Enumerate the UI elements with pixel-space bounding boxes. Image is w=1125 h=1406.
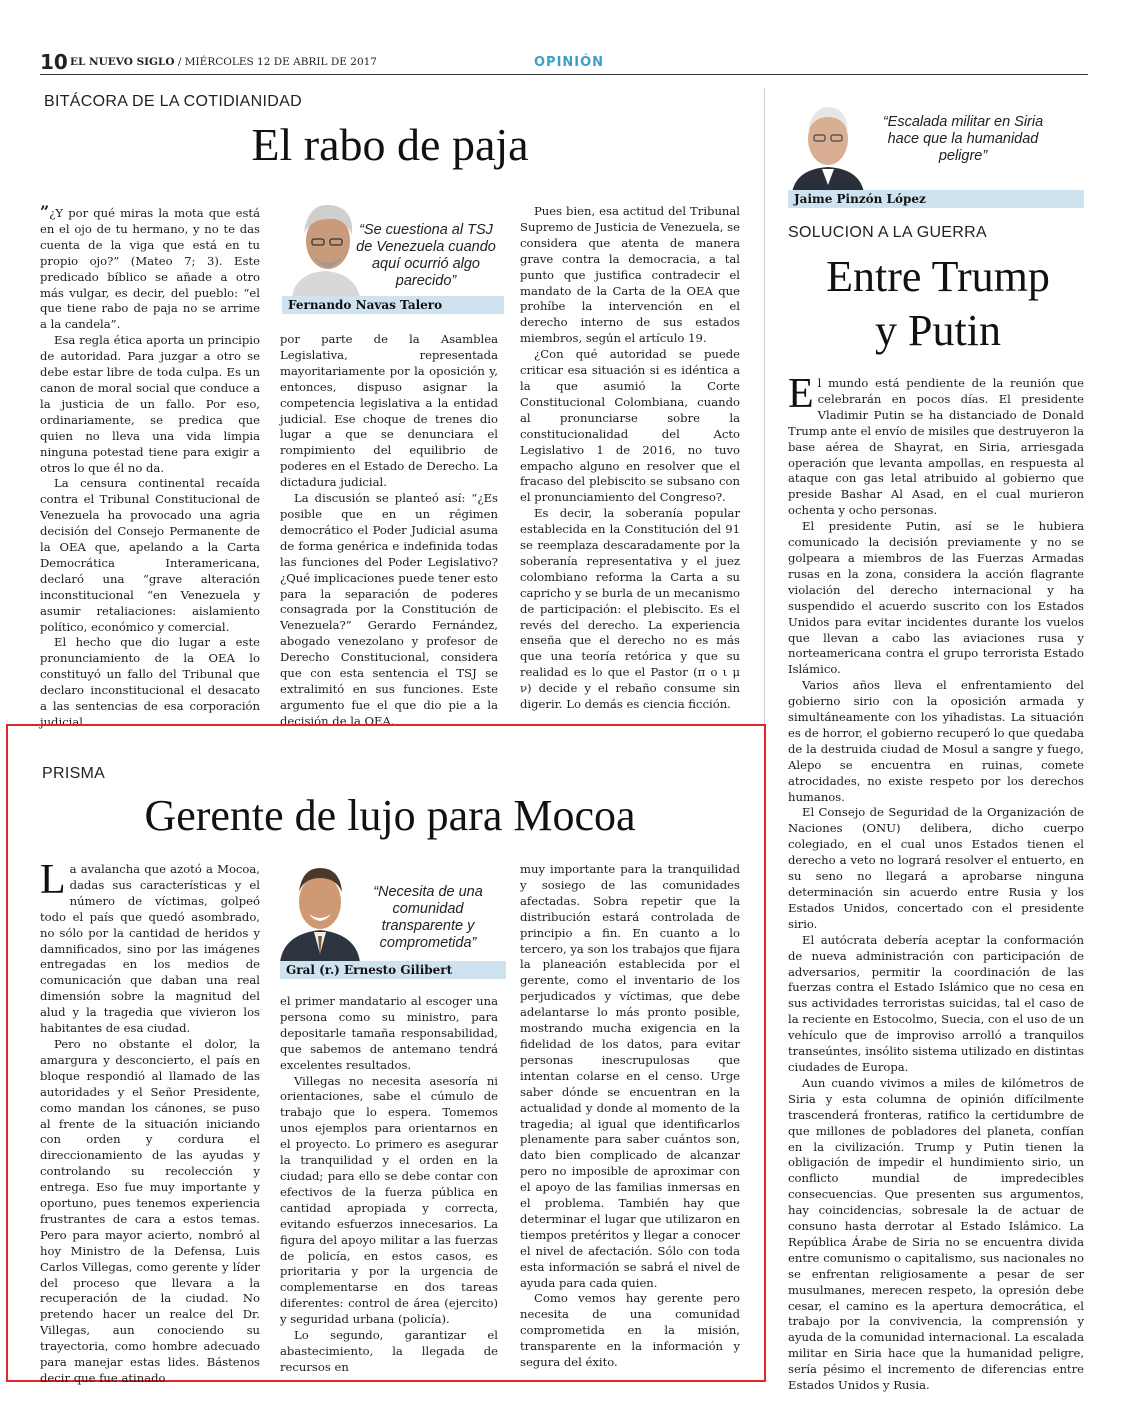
article1-paragraph: Esa regla ética aporta un principio de autoridad. Para juzgar a otro se debe estar libre de toda culpa. Es un canon de moral social que conduce a la justicia de un fallo. Por eso, ordinariamente, se predica que quien no lleva una vida limpia ninguna potestad tiene para exigir a otros lo que él no da. [40, 333, 260, 475]
article1-paragraph: Pues bien, esa actitud del Tribunal Supremo de Justicia de Venezuela, se considera que atenta de manera grave contra la democracia, a tal punto que justifica contradecir el mandato de la Carta de la OEA que prohíbe la intervención en el derecho interno de sus estados miembros, según el artículo 19. [520, 204, 740, 346]
article3-kicker: PRISMA [42, 765, 106, 782]
issue-date: / MIÉRCOLES 12 DE ABRIL DE 2017 [177, 56, 377, 68]
article1-author: Fernando Navas Talero [282, 296, 504, 314]
article2-paragraph: El mundo está pendiente de la reunión que celebrarán en pocos días. El presidente Vladimir Putin se ha distanciado de Donald Trump ante el envío de misiles que destruyeron la base aérea de Shayrat, en Siria, arriesgada operación que levanta ampollas, en respuesta al ataque con gas letal atribuido al gobierno que preside Bashar Al Asad, en el cual murieron ochenta y ocho personas. [788, 371, 1084, 518]
article3-paragraph: muy importante para la tranquilidad y sosiego de las comunidades afectadas. Sobra repetir que la distribución estará controlada de principio a fin. En cuanto a lo tercero, ya son los trabajos que fijara la planeación establecida por el gerente, como el inventario de los perjudicados y víctimas, que debe adelantarse lo más pronto posible, mostrando mucha exigencia en la fidelidad de los datos, para evitar personas inescrupulosas que intentan colarse en el censo. Urge saber dónde se encuentran en la actualidad y donde al momento de la tragedia; al igual que identificarlos plenamente para saber cuántos son, dato bien complicado de alcanzar pero no imposible de aproximar con el apoyo de las familias inmersas en el problema. También hay que determinar el lugar que utilizaron en tiempos pretéritos y llegar a conocer el nivel de afectación. Sólo con toda esta información se sabrá el nivel de ayuda para cada quien. [520, 862, 740, 1290]
section-label: OPINIÓN [534, 55, 605, 70]
article1-paragraph: El hecho que dio lugar a este pronunciamiento de la OEA lo constituyó un fallo del Tribunal que declaro inconstitucional el desacato a las sentencias de esa corporación judicial [40, 635, 260, 729]
article3-pull-quote: “Necesita de una comunidad transparente y comprometida” [373, 884, 483, 951]
article1-column-3 [520, 204, 740, 726]
article3-dropcap: L [40, 857, 66, 903]
article2-headline [788, 250, 1088, 358]
article1-kicker: BITÁCORA DE LA COTIDIANIDAD [44, 93, 302, 110]
article1-column-1 [40, 202, 260, 729]
article3-column-2 [280, 994, 498, 1374]
portrait-illustration [788, 95, 868, 193]
article1-paragraph: ”¿Y por qué miras la mota que está en el ojo de tu hermano, y no te das cuenta de la viga que está en tu propio ojo?” (Mateo 7; 3). Este predicado bíblico se añade a otro más vulgar, es decir, del pueblo: “el que tiene rabo de paja no se arrime a la candela”. [40, 202, 260, 332]
article2-paragraph: Aun cuando vivimos a miles de kilómetros de Siria y esta columna de opinión difícilmente trascenderá fronteras, ratifico la certidumbre de que millones de pobladores del planeta, confían en la civilización. Trump y Putin tienen la obligación de impedir el hundimiento sirio, un conflicto mundial de impredecibles consecuencias. Que presenten sus argumentos, hay coincidencias, sobresale la de actuar de consuno hasta derrotar al Estado Islámico. La República Árabe de Siria no se encuentra divida entre comunismo o capitalismo, sus nacionales no se enfrentan religiosamente a pesar de ser musulmanes, merecen respeto, la opresión debe cesar, el camino es la apertura democrática, el trabajo por la convivencia, la comprensión y ayuda de la comunidad internacional. La escalada militar en Siria hace que la humanidad peligre, sería pésimo el incremento de diferencias entre Estados Unidos y Rusia. [788, 1075, 1084, 1393]
author-portrait-pinzon [788, 95, 868, 193]
article1-paragraph: Es decir, la soberanía popular establecida en la Constitución del 91 se reemplaza descaradamente por la soberanía representativa y el juez colombiano reforma la Carta a su capricho y se burla de un mecanismo de participación: el plebiscito. Es el revés del derecho. La experiencia enseña que el derecho no es más que una teoría retórica y que su realidad es lo que el Pastor (π ο ι μ ν) decide y el rebaño consume sin digerir. Lo demás es ciencia ficción. [520, 506, 740, 712]
article1-pull-quote: “Se cuestiona al TSJ de Venezuela cuando aquí ocurrió algo parecido” [356, 222, 496, 289]
article2-paragraph: El Consejo de Seguridad de la Organización de Naciones (ONU) delibera, dicho cuerpo colegiado, en el cual unos Estados tienen el derecho a veto no logrará resolver el entuerto, en su seno no llegará a aprobarse ninguna determinación sin acuerdo entre Rusia y los Estados Unidos, concertado con el presidente sirio. [788, 805, 1084, 931]
article2-kicker: SOLUCION A LA GUERRA [788, 224, 987, 241]
page-number: 10 [40, 50, 68, 74]
author-portrait-gilibert [280, 858, 360, 962]
article1-column-2 [280, 332, 498, 726]
article2-paragraph: Varios años lleva el enfrentamiento del gobierno sirio con la oposición armada y simultáneamente con los yihadistas. La situación es de horror, el gobierno recuperó lo que quedaba de la destruida ciudad de Mosul a sangre y fuego, Alepo se encuentra en ruinas, comete atrocidades, no existe respeto por los derechos humanos. [788, 678, 1085, 804]
article3-paragraph: el primer mandatario al escoger una persona como su ministro, para depositarle tamaña responsabilidad, que sabemos de antemano tendrá excelentes resultados. [280, 994, 498, 1072]
article1-paragraph: La discusión se planteó así: “¿Es posible que en un régimen democrático el Poder Judicial asuma de forma genérica e indefinida todas las funciones del Poder Legislativo? ¿Qué implicaciones puede tener esto para la separación de poderes consagrada por la Constitución de Venezuela?” Gerardo Fernández, abogado venezolano y profesor de Derecho Constitucional, considera que con esta sentencia el TSJ se extralimitó en sus funciones. Este argumento fue el que dio pie a la decisión de la OEA. [280, 491, 498, 728]
article1-headline: El rabo de paja [251, 119, 529, 170]
portrait-illustration [280, 858, 360, 962]
header-rule [40, 74, 1088, 75]
article2-pull-quote: “Escalada militar en Siria hace que la humanidad peligre” [882, 114, 1044, 164]
article3-author: Gral (r.) Ernesto Gilibert [280, 961, 506, 979]
article3-column-1 [40, 857, 260, 1385]
article2-author: Jaime Pinzón López [788, 190, 1084, 208]
article2-headline-line1: Entre Trump [826, 252, 1050, 301]
article1-paragraph: ¿Con qué autoridad se puede criticar esa situación si es idéntica a la que asumió la Corte Constitucional Colombiana, cuando al pronunciarse sobre la constitucionalidad del Acto Legislativo 1 de 2016, no tuvo empacho alguno en resolver que el fracaso del plebiscito se subsano con el pronunciamiento del Congreso?. [520, 347, 740, 505]
article3-paragraph: Lo segundo, garantizar el abastecimiento, la llegada de recursos en [280, 1328, 498, 1374]
article2-body [788, 371, 1085, 1393]
article3-paragraph: Como vemos hay gerente pero necesita de una comunidad comprometida en la misión, transparente en la información y segura del éxito. [520, 1291, 740, 1370]
article2-dropcap: E [788, 371, 814, 417]
masthead [70, 56, 377, 68]
article3-paragraph: Pero no obstante el dolor, la amargura y desconcierto, el país en bloque respondió al llamado de las autoridades y el Señor Presidente, como mandan los cánones, se puso al frente de la situación iniciando con orden y cordura el direccionamiento de las ayudas y controlando su recolección y entrega. Eso fue muy importante y oportuno, pues tenemos experiencia frustrantes de cara a estos temas. Pero para mayor acierto, nombró al hoy Ministro de la Defensa, Luis Carlos Villegas, como gerente y líder del proceso que llevara a la recuperación de la ciudad. No pretendo hacer un realce del Dr. Villegas, aun conociendo su trayectoria, como hombre adecuado para manejar estas lides. Bástenos decir que fue atinado [40, 1036, 260, 1385]
article1-paragraph: La censura continental recaída contra el Tribunal Constitucional de Venezuela ha provocado una agria decisión del Consejo Permanente de la OEA que, apelando a la Carta Democrática Interamericana, declaró una “grave alteración inconstitucional “en Venezuela y asumir retaliaciones: aislamiento político, económico y comercial. [40, 476, 260, 634]
article2-paragraph: El autócrata debería aceptar la conformación de nueva administración con participación de adversarios, permitir la coordinación de las fuerzas contra el Estado Islámico que no cesa en sus actividades terroristas suicidas, tal el caso de la reciente en Estocolmo, Suecia, con el uso de un vehículo que de improviso arrolló a tranquilos transeúntes, insólito sistema utilizado en distintas ciudades de Europa. [788, 932, 1084, 1074]
article3-headline: Gerente de lujo para Mocoa [144, 791, 636, 840]
article2-headline-line2: y Putin [875, 306, 1001, 355]
newspaper-name: EL NUEVO SIGLO [70, 56, 175, 68]
article3-column-3 [520, 862, 740, 1370]
article1-paragraph: por parte de la Asamblea Legislativa, representada mayoritariamente por la oposición y, entonces, dispuso asignar la competencia legislativa a la entidad judicial. Ese choque de trenes dio lugar a que se denunciara el rompimiento del equilibrio de poderes en el Estado de Derecho. La dictadura judicial. [280, 332, 498, 490]
article3-paragraph: Villegas no necesita asesoría ni orientaciones, sabe el cúmulo de trabajo que lo espera. Tomemos unos ejemplos para orientarnos en el proyecto. Lo primero es asegurar la tranquilidad y el orden en la ciudad; para ello se debe contar con efectivos de la fuerza pública en cantidad apropiada y correcta, evitando esfuerzos innecesarios. La figura del apoyo militar a las fuerzas de policía, en estos casos, es prioritaria y por la urgencia de complementarse en dos tareas diferentes: control de área (ejercito) y seguridad urbana (policía). [280, 1073, 498, 1327]
article3-paragraph: La avalancha que azotó a Mocoa, dadas sus características y el número de víctimas, golpeó todo el país que quedó asombrado, no sólo por la cantidad de heridos y damnificados, sino por las imágenes entregadas en los medios de comunicación que daban una real dimensión sobre la magnitud del alud y la tragedia que vivieron los habitantes de esa ciudad. [40, 857, 260, 1036]
article2-paragraph: El presidente Putin, así se le hubiera comunicado la decisión previamente y no se golpeara a miembros de las Fuerzas Armadas rusas en la zona, considera la acción flagrante violación del derecho internacional y ha suspendido el acuerdo suscrito con los Estados Unidos para evitar incidentes durante los vuelos que llevan a cabo las aviaciones rusa y norteamericana contra el grupo terrorista Estado Islámico. [788, 519, 1084, 677]
